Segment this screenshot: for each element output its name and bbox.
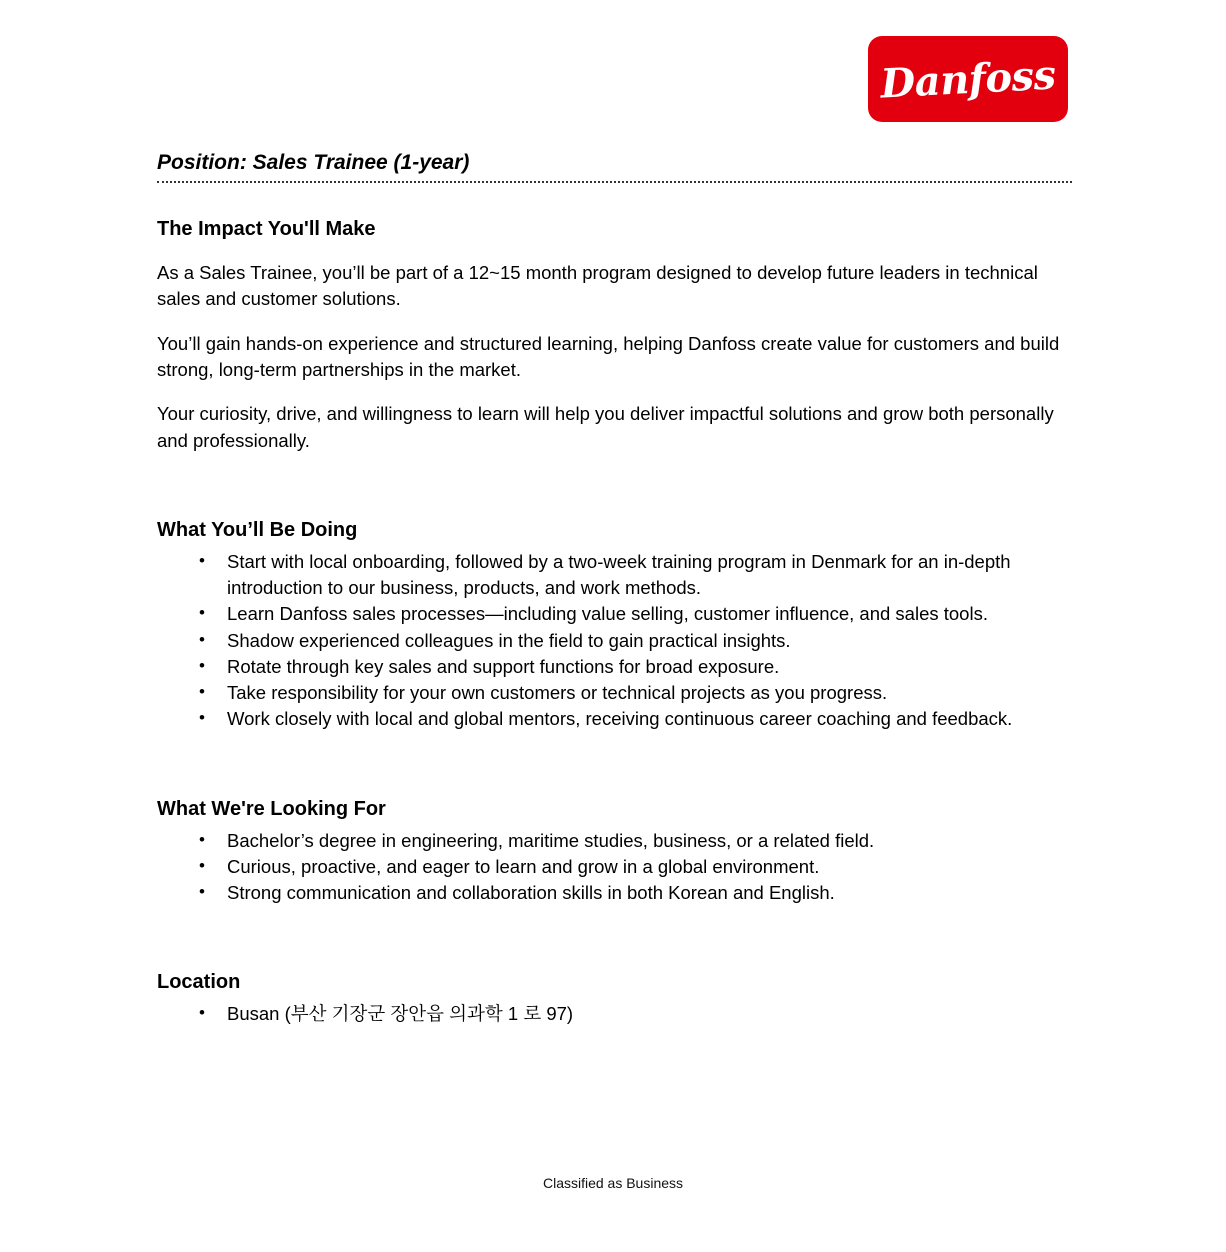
- section-spacer: [157, 906, 1072, 936]
- title-row: [157, 150, 1072, 183]
- document-body: [157, 150, 1072, 1028]
- list-item: • Start with local onboarding, followed by a two-week training program in Denmark for an in-depth introduction to our business, products, and work methods.: [195, 549, 1072, 602]
- section-heading-impact: The Impact You'll Make: [157, 218, 376, 241]
- paragraph-impact-1: As a Sales Trainee, you’ll be part of a 12~15 month program designed to develop future leaders in technical sales and customer solutions.: [157, 262, 1038, 310]
- bullet-list-location: [157, 1001, 1072, 1027]
- danfoss-logo: [868, 36, 1068, 122]
- list-item: • Take responsibility for your own customers or technical projects as you progress.: [195, 680, 1072, 706]
- footer-classification: Classified as Business: [542, 1175, 684, 1191]
- list-item: • Busan (부산 기장군 장안읍 의과학 1 로 97): [195, 1001, 1072, 1027]
- page-title: Position: Sales Trainee (1-year): [157, 151, 470, 174]
- list-item: • Strong communication and collaboration skills in both Korean and English.: [195, 880, 1072, 906]
- list-item: • Curious, proactive, and eager to learn and grow in a global environment.: [195, 854, 1072, 880]
- section-heading-looking: What We're Looking For: [157, 797, 386, 820]
- list-item: • Rotate through key sales and support functions for broad exposure.: [195, 654, 1072, 680]
- section-spacer: [157, 733, 1072, 763]
- section-heading-location: Location: [157, 971, 241, 994]
- logo-wordmark: Danfoss: [879, 50, 1057, 108]
- section-spacer: [157, 454, 1072, 484]
- logo-background: [868, 36, 1068, 122]
- list-item: • Bachelor’s degree in engineering, maritime studies, business, or a related field.: [195, 828, 1072, 854]
- list-item: • Work closely with local and global mentors, receiving continuous career coaching and feedback.: [195, 706, 1072, 732]
- paragraph-impact-3: Your curiosity, drive, and willingness to learn will help you deliver impactful solutions and grow both personally and professionally.: [157, 403, 1054, 451]
- section-heading-doing: What You’ll Be Doing: [157, 518, 358, 541]
- bullet-list-looking: [157, 828, 1072, 907]
- list-item: • Shadow experienced colleagues in the field to gain practical insights.: [195, 628, 1072, 654]
- paragraph-impact-2: You’ll gain hands-on experience and structured learning, helping Danfoss create value for customers and build strong, long-term partnerships in the market.: [157, 332, 1060, 380]
- list-item: • Learn Danfoss sales processes—including value selling, customer influence, and sales tools.: [195, 601, 1072, 627]
- bullet-list-doing: [157, 549, 1072, 733]
